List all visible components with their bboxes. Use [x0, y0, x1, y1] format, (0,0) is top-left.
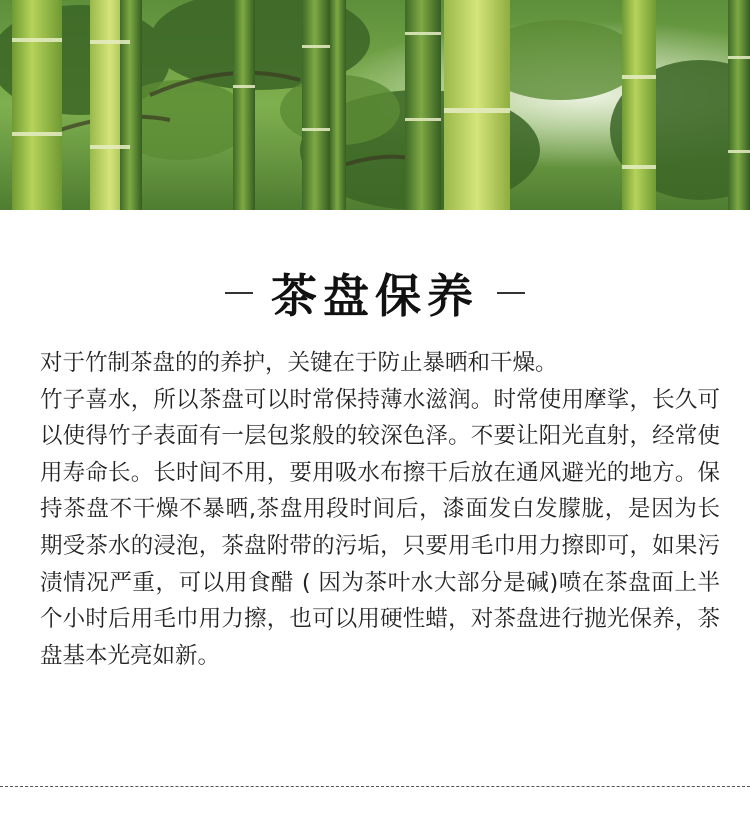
dashed-divider: [0, 786, 750, 787]
paragraph-intro: 对于竹制茶盘的的养护，关键在于防止暴晒和干燥。: [40, 350, 558, 376]
bamboo-banner-image: [0, 0, 750, 210]
page-title: 茶盘保养: [271, 269, 479, 323]
bamboo-forest-illustration: [0, 0, 750, 210]
left-dash-decoration: [225, 292, 253, 294]
care-instructions: [40, 345, 720, 674]
right-dash-decoration: [497, 292, 525, 294]
section-heading: [0, 258, 750, 328]
paragraph-details: 竹子喜水，所以茶盘可以时常保持薄水滋润。时常使用摩挲，长久可以使得竹子表面有一层包浆般的较深色泽。不要让阳光直射，经常使用寿命长。长时间不用，要用吸水布擦干后放在通风避光的地方。保持茶盘不干燥不暴晒,茶盘用段时间后，漆面发白发朦胧，是因为长期受茶水的浸泡，茶盘附带的污垢，只要用毛巾用力擦即可，如果污渍情况严重，可以用食醋 ( 因为茶叶水大部分是碱)喷在茶盘面上半个小时后用毛巾用力擦，也可以用硬性蜡，对茶盘进行抛光保养，茶盘基本光亮如新。: [40, 386, 720, 669]
